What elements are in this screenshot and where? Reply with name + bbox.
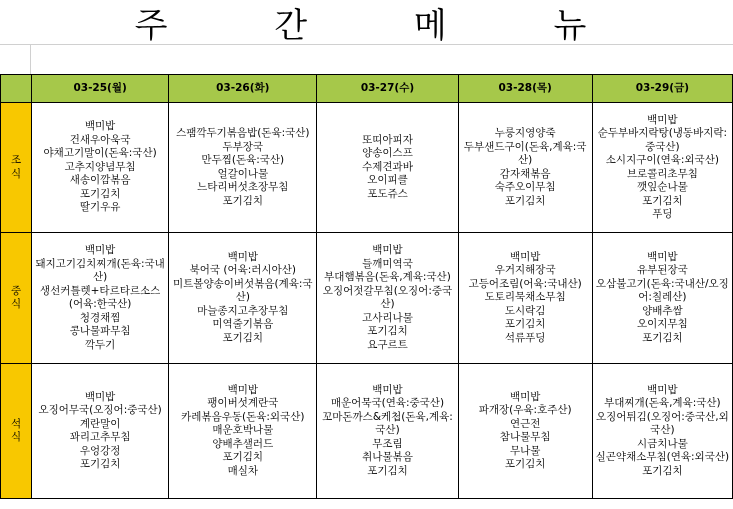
menu-item: 새송이깜볶음 xyxy=(69,174,131,187)
menu-item: 도시락김 xyxy=(504,304,546,317)
menu-item: 두부장국 xyxy=(222,140,264,153)
menu-item: 소시지구이(연육:외국산) xyxy=(605,154,719,166)
menu-item: 들깨미역국 xyxy=(362,257,413,270)
menu-item: 야채고기말이(돈육:국산) xyxy=(43,147,157,160)
menu-item: 무조림 xyxy=(372,437,403,450)
menu-cell xyxy=(32,103,169,233)
menu-item: 유부된장국 xyxy=(637,264,688,277)
weekly-menu-table xyxy=(0,74,733,499)
menu-item: 두부샌드구이(돈육,계육:국산) xyxy=(463,140,587,166)
menu-item: 양배추샐러드 xyxy=(212,437,274,450)
menu-item: 백미밥 xyxy=(509,250,541,263)
menu-cell xyxy=(592,364,732,499)
menu-item: 포기김치 xyxy=(504,458,546,470)
menu-item: 미트볼양송이버섯볶음(계육:국산) xyxy=(173,277,313,304)
menu-item: 백미밥 xyxy=(372,383,403,396)
menu-item: 매운호박나물 xyxy=(212,424,274,437)
menu-item: 브로콜리초무침 xyxy=(626,167,698,180)
menu-item: 콩나물파무침 xyxy=(69,325,131,337)
menu-cell xyxy=(169,364,317,499)
menu-item: 석류푸딩 xyxy=(504,331,546,344)
menu-item: 건새우아욱국 xyxy=(69,133,131,146)
menu-item: 오이피클 xyxy=(367,174,408,187)
menu-item: 포기김치 xyxy=(222,331,264,344)
day-header-row xyxy=(1,75,733,103)
menu-item: 백미밥 xyxy=(647,383,678,396)
menu-item: 마늘종지고추장무침 xyxy=(197,304,289,317)
menu-item: 팽이버섯계란국 xyxy=(207,397,279,410)
menu-item: 푸딩 xyxy=(652,208,673,220)
menu-cell xyxy=(458,364,592,499)
corner-cell xyxy=(1,75,32,103)
meal-row-breakfast xyxy=(1,103,733,233)
menu-item: 포기김치 xyxy=(642,464,683,477)
menu-item: 깍두기 xyxy=(84,338,116,351)
meal-row-lunch xyxy=(1,233,733,364)
menu-item: 생선커틀렛+타르타르소스(어육:한국산) xyxy=(39,284,161,310)
menu-item: 청경채찜 xyxy=(79,311,121,324)
menu-item: 포기김치 xyxy=(504,194,546,207)
menu-item: 포기김치 xyxy=(367,464,408,477)
menu-item: 참나물무침 xyxy=(499,431,551,443)
menu-item: 오삼불고기(돈육:국내산/오징어:칠레산) xyxy=(595,277,729,304)
menu-item: 포기김치 xyxy=(367,325,408,337)
menu-item: 오징어튀김(오징어:중국산,외국산) xyxy=(596,410,729,437)
menu-item: 느타리버섯초장무침 xyxy=(197,181,289,193)
menu-item: 파개장(우육:호주산) xyxy=(478,404,572,416)
menu-cell xyxy=(32,233,169,364)
menu-item: 매실차 xyxy=(227,464,259,477)
menu-item: 또띠아피자 xyxy=(362,133,413,146)
menu-item: 만두찜(돈육:국산) xyxy=(201,154,285,166)
menu-item: 오이지무침 xyxy=(637,318,688,331)
menu-item: 계란말이 xyxy=(79,417,121,430)
menu-item: 백미밥 xyxy=(509,390,541,403)
menu-item: 실곤약채소무침(연육:외국산) xyxy=(595,451,730,464)
menu-item: 백미밥 xyxy=(84,244,116,256)
menu-item: 오징어젓갈무침(오징어:중국산) xyxy=(322,284,453,310)
menu-item: 꼬마돈까스&케첩(돈육,계육:국산) xyxy=(322,410,453,437)
menu-item: 백미밥 xyxy=(84,390,116,403)
menu-cell xyxy=(317,103,458,233)
menu-item: 매운어묵국(연육:중국산) xyxy=(330,397,445,410)
day-header: 03-26(화) xyxy=(169,75,317,103)
menu-item: 깻잎순나물 xyxy=(637,181,688,193)
menu-item: 양배추쌈 xyxy=(642,304,683,317)
menu-item: 포기김치 xyxy=(642,194,683,207)
day-header: 03-25(월) xyxy=(32,75,169,103)
menu-item: 꽈리고추무침 xyxy=(69,431,131,443)
menu-item: 시금치나물 xyxy=(637,437,688,450)
meal-label: 중식 xyxy=(1,233,32,364)
menu-cell xyxy=(32,364,169,499)
menu-item: 포기김치 xyxy=(642,331,683,344)
menu-cell xyxy=(458,233,592,364)
menu-item: 오징어무국(오징어:중국산) xyxy=(38,404,162,416)
menu-item: 미역줄기볶음 xyxy=(212,318,274,331)
menu-item: 포기김치 xyxy=(504,318,546,331)
menu-item: 포기김치 xyxy=(79,187,121,200)
menu-item: 얼갈이나물 xyxy=(217,167,269,180)
menu-item: 딸기우유 xyxy=(79,201,121,214)
menu-item: 포기김치 xyxy=(79,458,121,470)
menu-cell xyxy=(592,103,732,233)
menu-item: 포기김치 xyxy=(222,194,264,207)
menu-cell xyxy=(592,233,732,364)
menu-item: 백미밥 xyxy=(227,383,259,396)
menu-item: 우거지해장국 xyxy=(494,264,556,277)
empty-header-row xyxy=(0,44,733,75)
menu-cell xyxy=(317,233,458,364)
menu-item: 부대찌개(돈육,계육:국산) xyxy=(604,397,721,410)
menu-item: 백미밥 xyxy=(227,250,259,263)
menu-item: 취나물볶음 xyxy=(362,451,413,464)
day-header: 03-29(금) xyxy=(592,75,732,103)
meal-row-dinner xyxy=(1,364,733,499)
menu-item: 누룽지영양죽 xyxy=(494,127,556,139)
menu-item: 포기김치 xyxy=(222,451,264,464)
menu-item: 백미밥 xyxy=(647,250,678,263)
menu-cell xyxy=(169,233,317,364)
menu-item: 백미밥 xyxy=(647,113,678,126)
menu-item: 돼지고기김치찌개(돈육:국내산) xyxy=(35,257,165,283)
menu-item: 도토리묵채소무침 xyxy=(484,291,566,304)
menu-item: 감자채볶음 xyxy=(499,167,551,180)
menu-item: 양송이스프 xyxy=(362,147,413,160)
menu-item: 연근전 xyxy=(509,417,541,430)
menu-item: 우엉강정 xyxy=(79,444,121,457)
menu-item: 수제견과바 xyxy=(362,160,413,173)
menu-item: 고등어조림(어육:국내산) xyxy=(468,277,582,290)
menu-item: 백미밥 xyxy=(372,244,403,256)
menu-item: 순두부바지락탕(냉동바지락: 중국산) xyxy=(597,127,728,153)
menu-cell xyxy=(458,103,592,233)
menu-item: 스팸깍두기볶음밥(돈육:국산) xyxy=(176,127,310,139)
menu-item: 부대햄볶음(돈육,계육:국산) xyxy=(324,271,451,283)
menu-item: 숙주오이무침 xyxy=(494,181,556,193)
meal-label: 석식 xyxy=(1,364,32,499)
menu-item: 백미밥 xyxy=(84,120,116,133)
day-header: 03-27(수) xyxy=(317,75,458,103)
meal-label: 조식 xyxy=(1,103,32,233)
day-header: 03-28(목) xyxy=(458,75,592,103)
menu-item: 고사리나물 xyxy=(362,311,413,324)
menu-item: 포도쥬스 xyxy=(367,187,408,200)
menu-item: 북어국 (어육:러시아산) xyxy=(189,264,296,277)
menu-item: 무나물 xyxy=(509,444,541,457)
page-title: 주 간 메 뉴 xyxy=(134,5,635,46)
menu-item: 고추지양념무침 xyxy=(64,160,136,173)
menu-item: 카레볶음우동(돈육:외국산) xyxy=(181,410,305,423)
menu-cell xyxy=(317,364,458,499)
menu-item: 요구르트 xyxy=(367,338,408,351)
menu-cell xyxy=(169,103,317,233)
